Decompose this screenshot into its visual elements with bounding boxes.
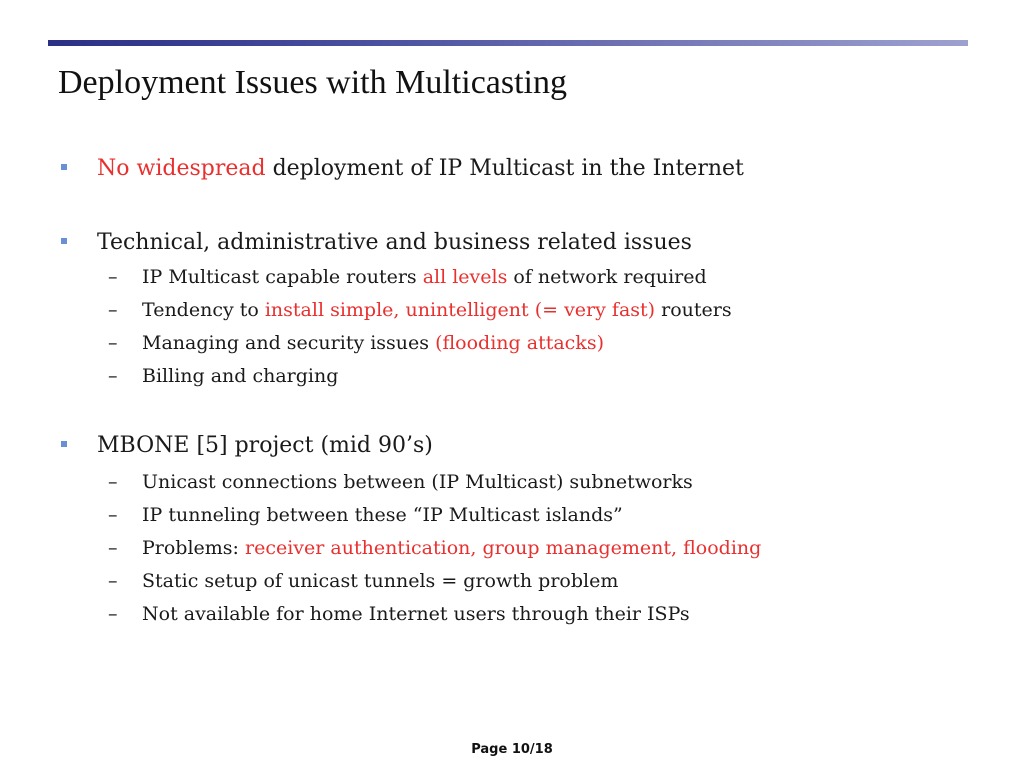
text-run: Static setup of unicast tunnels = growth problem	[142, 570, 619, 592]
sub-bullet-item	[108, 265, 707, 289]
text-run: Tendency to	[142, 299, 265, 321]
highlighted-text: install simple, unintelligent (= very fast)	[264, 299, 656, 321]
bullet-item	[97, 155, 744, 183]
slide-title: Deployment Issues with Multicasting	[58, 64, 568, 101]
bullet-item	[97, 432, 433, 460]
text-run: IP Multicast capable routers	[142, 266, 423, 288]
bullet-item	[97, 229, 692, 257]
dash-bullet-marker: –	[108, 365, 118, 387]
sub-bullet-item	[108, 470, 693, 494]
dash-bullet-marker: –	[108, 332, 118, 354]
text-run: IP tunneling between these “IP Multicast islands”	[142, 504, 623, 526]
dash-bullet-marker: –	[108, 603, 118, 625]
highlighted-text: all levels	[422, 266, 508, 288]
text-run: MBONE [5] project (mid 90’s)	[97, 433, 433, 458]
highlighted-text: No widespread	[97, 156, 266, 181]
dash-bullet-marker: –	[108, 266, 118, 288]
dash-bullet-marker: –	[108, 504, 118, 526]
text-run: Problems:	[142, 537, 245, 559]
dash-bullet-marker: –	[108, 299, 118, 321]
text-run: Technical, administrative and business related issues	[97, 230, 692, 255]
square-bullet-icon	[61, 238, 67, 244]
highlighted-text: receiver authentication, group management, flooding	[245, 537, 762, 559]
sub-bullet-item	[108, 503, 623, 527]
sub-bullet-item	[108, 569, 619, 593]
text-run: routers	[655, 299, 732, 321]
sub-bullet-item	[108, 602, 690, 626]
sub-bullet-item	[108, 331, 604, 355]
text-run: Managing and security issues	[142, 332, 436, 354]
text-run: Not available for home Internet users through their ISPs	[142, 603, 690, 625]
highlighted-text: (flooding attacks)	[435, 332, 604, 354]
text-run: Billing and charging	[142, 365, 339, 387]
dash-bullet-marker: –	[108, 570, 118, 592]
text-run: deployment of IP Multicast in the Internet	[265, 156, 744, 181]
sub-bullet-item	[108, 298, 732, 322]
text-run: of network required	[507, 266, 707, 288]
square-bullet-icon	[61, 164, 67, 170]
sub-bullet-item	[108, 536, 762, 560]
dash-bullet-marker: –	[108, 471, 118, 493]
dash-bullet-marker: –	[108, 537, 118, 559]
text-run: Unicast connections between (IP Multicast) subnetworks	[142, 471, 693, 493]
square-bullet-icon	[61, 441, 67, 447]
page-number: Page 10/18	[471, 742, 553, 757]
sub-bullet-item	[108, 364, 339, 388]
